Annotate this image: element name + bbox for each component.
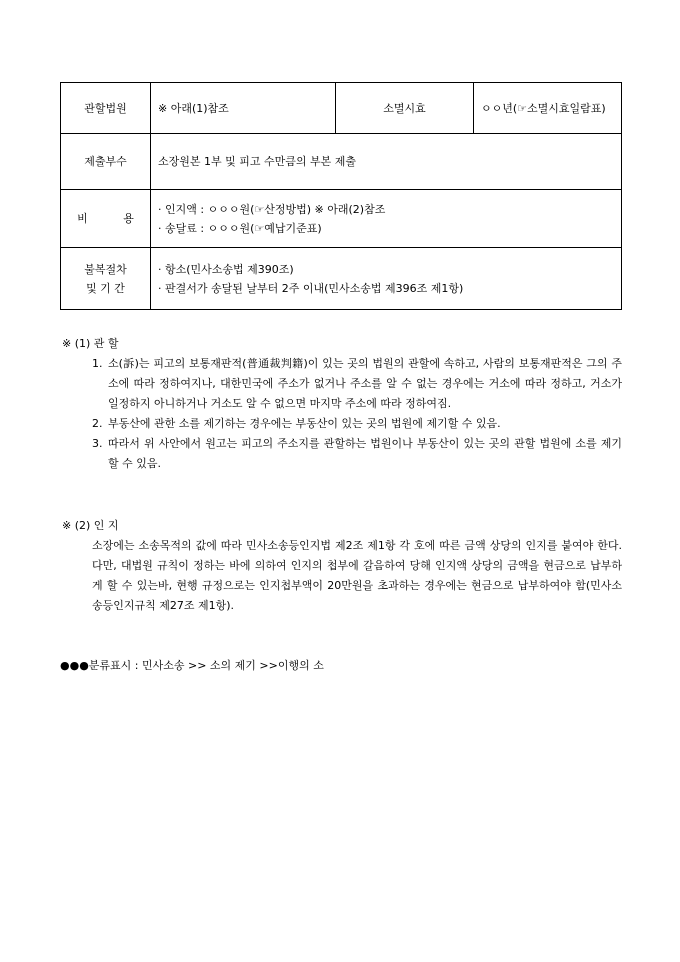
jurisdiction-note <box>62 334 622 474</box>
list-item-text: 부동산에 관한 소를 제기하는 경우에는 부동산이 있는 곳의 법원에 제기할 수 있음. <box>108 417 501 430</box>
list-item-text: 따라서 위 사안에서 원고는 피고의 주소지를 관할하는 법원이나 부동산이 있는 곳의 관할 법원에 소를 제기할 수 있음. <box>108 437 622 470</box>
costs-label: 비 용 <box>61 190 151 248</box>
appeal-line-2: · 판결서가 송달된 날부터 2주 이내(민사소송법 제396조 제1항) <box>158 281 464 295</box>
prescription-value: ㅇㅇ년(☞소멸시효일람표) <box>474 83 622 134</box>
copies-value: 소장원본 1부 및 피고 수만큼의 부본 제출 <box>151 134 622 190</box>
table-row-court <box>61 83 622 134</box>
table-row-appeal <box>61 248 622 310</box>
stamp-paragraph: 소장에는 소송목적의 값에 따라 민사소송등인지법 제2조 제1항 각 호에 따른 금액 상당의 인지를 붙여야 한다. 다만, 대법원 규칙이 정하는 바에 의하여 인지의 첩부에 갈음하여 당해 인지액 상당의 금액을 현금으로 납부하게 할 수 있는바, 현행 규정으로는 인지첩부액이 20만원을 초과하는 경우에는 현금으로 납부하여야 함(민사소송등인지규칙 제27조 제1항). <box>92 539 622 612</box>
jurisdiction-title: ※ (1) 관 할 <box>62 337 119 350</box>
list-item <box>62 434 622 474</box>
list-item <box>62 354 622 414</box>
classification-footer: ●●●분류표시 : 민사소송 >> 소의 제기 >>이행의 소 <box>60 659 324 672</box>
list-item-number: 2. <box>92 417 103 430</box>
table-row-costs <box>61 190 622 248</box>
court-label: 관할법원 <box>61 83 151 134</box>
service-fee-line: · 송달료 : ㅇㅇㅇ원(☞예납기준표) <box>158 221 322 235</box>
prescription-label: 소멸시효 <box>336 83 474 134</box>
table-row-copies <box>61 134 622 190</box>
stamp-title: ※ (2) 인 지 <box>62 519 119 532</box>
stamp-fee-line: · 인지액 : ㅇㅇㅇ원(☞산정방법) ※ 아래(2)참조 <box>158 202 386 216</box>
stamp-note <box>62 516 622 616</box>
jurisdiction-list <box>62 354 622 474</box>
costs-value <box>151 190 622 248</box>
list-item-number: 1. <box>92 357 103 370</box>
list-item-text: 소(訴)는 피고의 보통재판적(普通裁判籍)이 있는 곳의 법원의 관할에 속하고, 사람의 보통재판적은 그의 주소에 따라 정하여지나, 대한민국에 주소가 없거나 주소를 알 수 없는 경우에는 거소에 따라 정하고, 거소가 일정하지 아니하거나 거소도 알 수 없으면 마지막 주소에 따라 정하여짐. <box>108 357 622 410</box>
list-item-number: 3. <box>92 437 103 450</box>
appeal-label-line1: 불복절차 <box>84 262 127 276</box>
copies-label: 제출부수 <box>61 134 151 190</box>
appeal-line-1: · 항소(민사소송법 제390조) <box>158 262 294 276</box>
appeal-label-line2: 및 기 간 <box>86 281 125 295</box>
info-table <box>60 82 622 310</box>
list-item <box>62 414 622 434</box>
appeal-label <box>61 248 151 310</box>
court-value: ※ 아래(1)참조 <box>151 83 336 134</box>
appeal-value <box>151 248 622 310</box>
